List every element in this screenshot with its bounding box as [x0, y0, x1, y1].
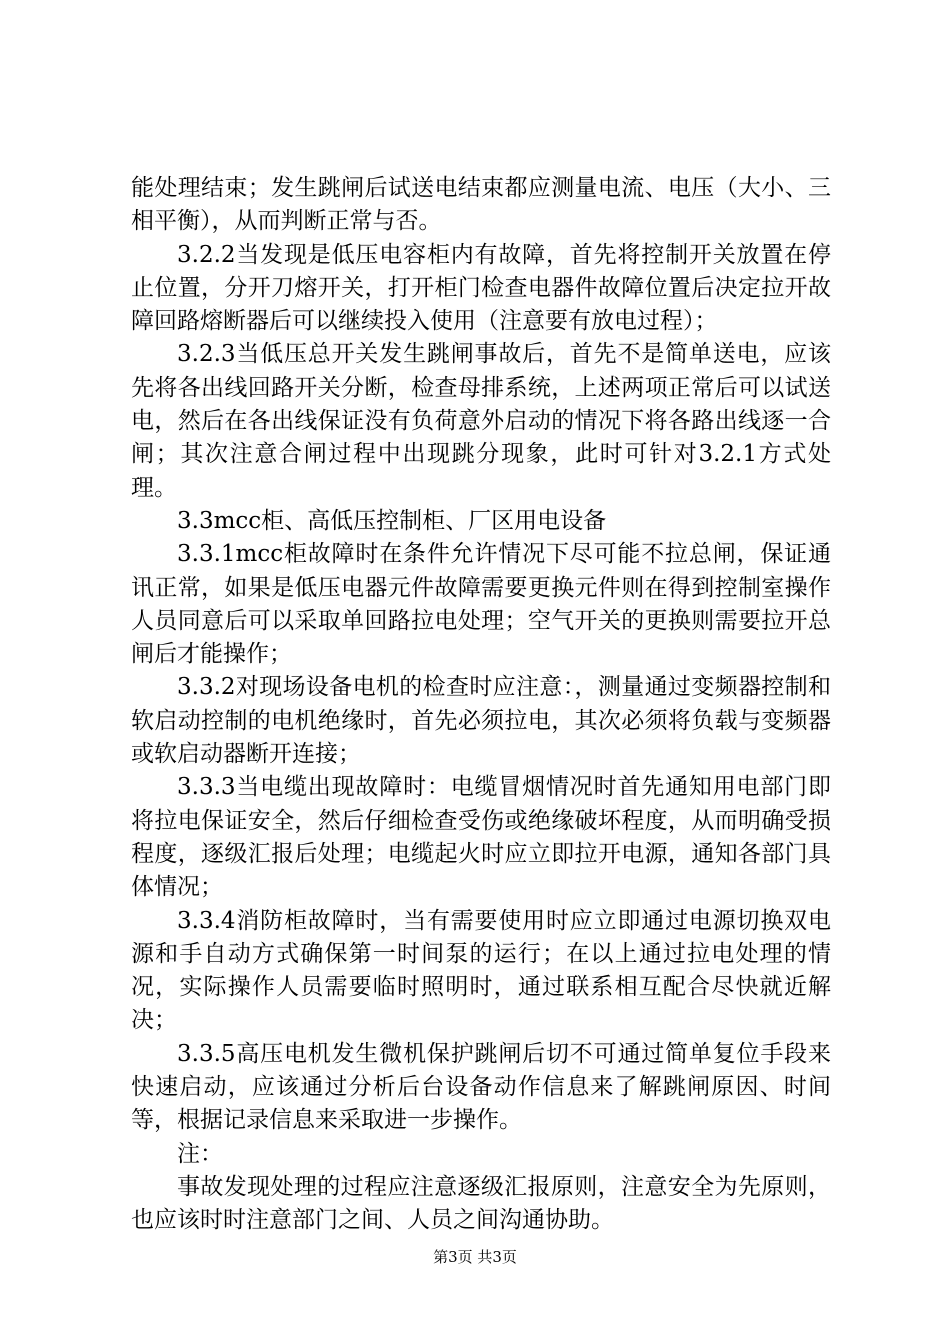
section-heading-3-3: 3.3mcc柜、高低压控制柜、厂区用电设备: [177, 507, 607, 534]
paragraph-3-3-2: 3.3.2对现场设备电机的检查时应注意：，测量通过变频器控制和软启动控制的电机绝缘时，首先必须拉电，其次必须将负载与变频器或软启动器断开连接；: [131, 674, 831, 768]
paragraph-3-3-4: 3.3.4消防柜故障时，当有需要使用时应立即通过电源切换双电源和手自动方式确保第一时间泵的运行；在以上通过拉电处理的情况，实际操作人员需要临时照明时，通过联系相互配合尽快就近解决；: [131, 907, 831, 1034]
paragraph-3-3-1: 3.3.1mcc柜故障时在条件允许情况下尽可能不拉总闸，保证通讯正常，如果是低压电器元件故障需要更换元件则在得到控制室操作人员同意后可以采取单回路拉电处理；空气开关的更换则需要拉开总闸后才能操作；: [131, 541, 831, 668]
paragraph-3-3-3: 3.3.3当电缆出现故障时：电缆冒烟情况时首先通知用电部门即将拉电保证安全，然后仔细检查受伤或绝缘破坏程度，从而明确受损程度，逐级汇报后处理；电缆起火时应立即拉开电源，通知各部门具体情况；: [131, 774, 831, 901]
paragraph-3-2-3: 3.2.3当低压总开关发生跳闸事故后，首先不是简单送电，应该先将各出线回路开关分断，检查母排系统，上述两项正常后可以试送电，然后在各出线保证没有负荷意外启动的情况下将各路出线逐一合闸；其次注意合闸过程中出现跳分现象，此时可针对3.2.1方式处理。: [131, 341, 831, 501]
paragraph-3-2-2: 3.2.2当发现是低压电容柜内有故障，首先将控制开关放置在停止位置，分开刀熔开关，打开柜门检查电器件故障位置后决定拉开故障回路熔断器后可以继续投入使用（注意要有放电过程）；: [131, 241, 831, 335]
paragraph-continuation: 能处理结束；发生跳闸后试送电结束都应测量电流、电压（大小、三相平衡），从而判断正常与否。: [131, 175, 831, 235]
note-paragraph: 事故发现处理的过程应注意逐级汇报原则，注意安全为先原则，也应该时时注意部门之间、人员之间沟通协助。: [131, 1173, 831, 1234]
paragraph-3-3-5: 3.3.5高压电机发生微机保护跳闸后切不可通过简单复位手段来快速启动，应该通过分析后台设备动作信息来了解跳闸原因、时间等，根据记录信息来采取进一步操作。: [131, 1040, 831, 1134]
note-label: 注：: [177, 1140, 223, 1167]
document-body: [131, 172, 831, 1238]
page-footer: 第3页 共3页: [433, 1248, 517, 1266]
